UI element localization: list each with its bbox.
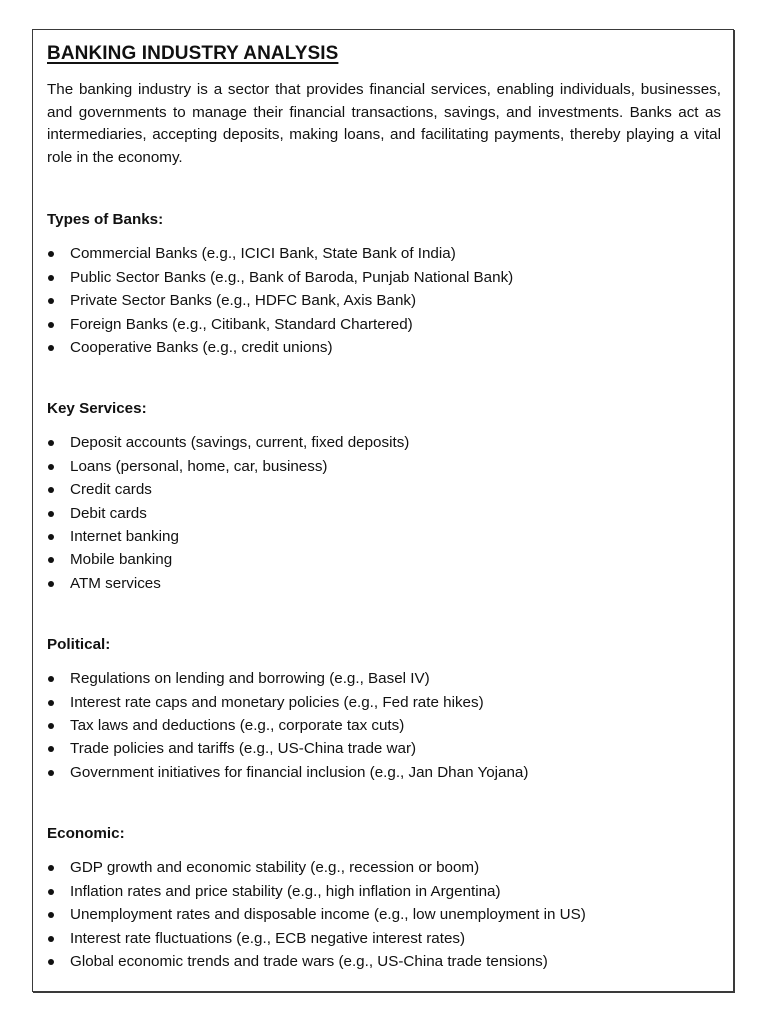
bullet-icon: [48, 464, 54, 470]
bullet-icon: [48, 534, 54, 540]
list-item-text: Deposit accounts (savings, current, fixed deposits): [70, 434, 410, 452]
list-item-text: Tax laws and deductions (e.g., corporate tax cuts): [70, 717, 405, 735]
list-item: [47, 336, 721, 359]
intro-paragraph: The banking industry is a sector that provides financial services, enabling individuals, businesses, and governments to manage their financial transactions, savings, and investments. Banks act as intermediaries, accepting deposits, making loans, and facilitating payments, thereby playing a vital role in the economy.: [47, 81, 721, 166]
list-item: [47, 455, 721, 478]
list-item-text: Internet banking: [70, 528, 179, 546]
section-heading: Economic:: [47, 825, 125, 843]
list-item: [47, 667, 721, 690]
bullet-list: [47, 431, 721, 595]
list-item-text: Interest rate caps and monetary policies (e.g., Fed rate hikes): [70, 693, 484, 711]
list-item-text: Global economic trends and trade wars (e.g., US-China trade tensions): [70, 952, 548, 970]
list-item: [47, 242, 721, 265]
bullet-icon: [48, 275, 54, 281]
document-content: [47, 42, 721, 973]
list-item-text: Inflation rates and price stability (e.g., high inflation in Argentina): [70, 882, 501, 900]
list-item-text: Trade policies and tariffs (e.g., US-China trade war): [70, 740, 417, 758]
bullet-icon: [48, 889, 54, 895]
bullet-icon: [48, 440, 54, 446]
bullet-icon: [48, 959, 54, 965]
list-item-text: Credit cards: [70, 481, 152, 499]
list-item: [47, 737, 721, 760]
list-item-text: Loans (personal, home, car, business): [70, 457, 328, 475]
list-item: [47, 856, 721, 879]
list-item: [47, 927, 721, 950]
list-item: [47, 714, 721, 737]
bullet-icon: [48, 723, 54, 729]
section-political: [47, 634, 721, 784]
list-item: [47, 548, 721, 571]
list-item: [47, 431, 721, 454]
section-economic: [47, 823, 721, 973]
list-item: [47, 313, 721, 336]
list-item-text: Regulations on lending and borrowing (e.g., Basel IV): [70, 670, 430, 688]
section-heading: Key Services:: [47, 400, 147, 418]
bullet-icon: [48, 746, 54, 752]
document-title: BANKING INDUSTRY ANALYSIS: [47, 43, 339, 64]
bullet-icon: [48, 557, 54, 563]
list-item: [47, 478, 721, 501]
bullet-icon: [48, 770, 54, 776]
bullet-icon: [48, 912, 54, 918]
list-item: [47, 880, 721, 903]
list-item-text: Cooperative Banks (e.g., credit unions): [70, 339, 333, 356]
list-item-text: Unemployment rates and disposable income (e.g., low unemployment in US): [70, 906, 586, 924]
list-item-text: Mobile banking: [70, 551, 173, 569]
list-item: [47, 691, 721, 714]
bullet-icon: [48, 322, 54, 328]
bullet-icon: [48, 865, 54, 871]
bullet-icon: [48, 700, 54, 706]
bullet-icon: [48, 511, 54, 517]
bullet-icon: [48, 676, 54, 682]
list-item: [47, 903, 721, 926]
list-item: [47, 289, 721, 312]
list-item: [47, 950, 721, 973]
bullet-list: [47, 667, 721, 784]
bullet-list: [47, 242, 721, 359]
bullet-list: [47, 856, 721, 973]
list-item-text: Private Sector Banks (e.g., HDFC Bank, Axis Bank): [70, 292, 417, 310]
list-item-text: Debit cards: [70, 504, 147, 522]
bullet-icon: [48, 298, 54, 304]
list-item: [47, 572, 721, 595]
list-item-text: Foreign Banks (e.g., Citibank, Standard Chartered): [70, 315, 413, 333]
bullet-icon: [48, 251, 54, 257]
section-types-of-banks: [47, 209, 721, 359]
bullet-icon: [48, 581, 54, 587]
list-item-text: GDP growth and economic stability (e.g., recession or boom): [70, 859, 480, 877]
bullet-icon: [48, 936, 54, 942]
bullet-icon: [48, 487, 54, 493]
list-item: [47, 502, 721, 525]
section-heading: Types of Banks:: [47, 211, 164, 229]
bullet-icon: [48, 345, 54, 351]
document-page: [32, 29, 734, 992]
section-key-services: [47, 398, 721, 595]
list-item: [47, 525, 721, 548]
list-item-text: Commercial Banks (e.g., ICICI Bank, State Bank of India): [70, 245, 456, 263]
list-item-text: Public Sector Banks (e.g., Bank of Baroda, Punjab National Bank): [70, 268, 514, 286]
list-item: [47, 266, 721, 289]
list-item-text: ATM services: [70, 574, 161, 592]
list-item-text: Interest rate fluctuations (e.g., ECB negative interest rates): [70, 929, 466, 947]
section-heading: Political:: [47, 636, 111, 654]
list-item: [47, 761, 721, 784]
list-item-text: Government initiatives for financial inclusion (e.g., Jan Dhan Yojana): [70, 763, 529, 781]
